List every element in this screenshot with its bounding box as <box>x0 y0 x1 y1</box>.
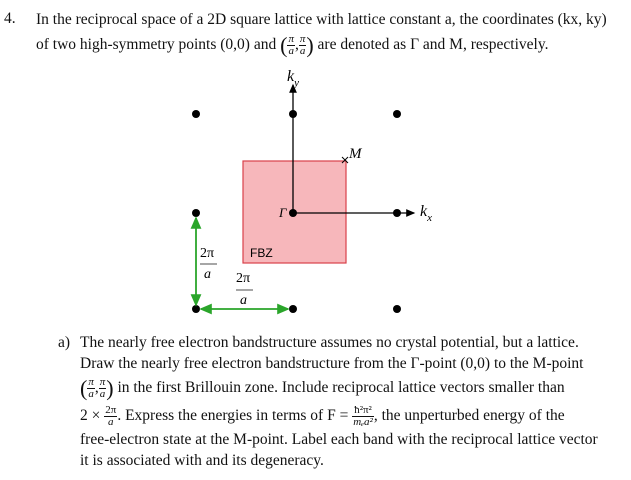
vertical-dimension-numerator: 2π <box>200 246 215 261</box>
part-a-line-2: Draw the nearly free electron bandstructure from the Γ-point (0,0) to the M-point <box>80 355 584 372</box>
question-line-2-end: are denoted as Γ and M, respectively. <box>317 36 549 54</box>
horizontal-dimension-denominator: a <box>240 293 247 308</box>
question-line-2: of two high-symmetry points (0,0) and ( $\frac{\pi}{a}$ , $\frac{\pi}{a}$ ) are denoted as Γ and M, respectively. <box>36 32 549 58</box>
ky-label: $k_y$ <box>287 68 299 89</box>
lattice-point <box>393 209 401 217</box>
gamma-point-label: Γ <box>279 205 287 220</box>
lattice-point <box>289 110 297 118</box>
part-a-line-3: ( $\frac{\pi}{a}$ , $\frac{\pi}{a}$ ) in the first Brillouin zone. Include reciprocal lattice vectors smaller than <box>80 375 565 401</box>
question-number: 4. <box>4 10 16 27</box>
part-a-line-4: 2 × $\frac{2\pi}{a}$ . Express the energies in terms of F = $\frac{\text{ħ²π²}}{\text{mₑa²}}$ , the unperturbed energy of the <box>80 404 565 428</box>
lattice-point <box>393 110 401 118</box>
part-a-line-1: The nearly free electron bandstructure assumes no crystal potential, but a lattice. <box>80 334 579 351</box>
horizontal-dimension-numerator: 2π <box>236 271 251 286</box>
lattice-point <box>393 305 401 313</box>
fbz-label: FBZ <box>250 246 273 260</box>
reciprocal-lattice-points <box>192 110 401 313</box>
lattice-point <box>289 209 297 217</box>
kx-label: $k_x$ <box>420 203 432 224</box>
lattice-point <box>289 305 297 313</box>
part-a-line-6: it is associated with and its degeneracy. <box>80 452 324 469</box>
lattice-point <box>192 209 200 217</box>
lattice-point <box>192 110 200 118</box>
vertical-dimension-denominator: a <box>204 267 211 282</box>
part-a-line-5: free-electron state at the M-point. Label each band with the reciprocal lattice vector <box>80 431 598 448</box>
part-a-label: a) <box>58 334 71 351</box>
lattice-point <box>192 305 200 313</box>
question-line-2-start: of two high-symmetry points (0,0) and <box>36 36 277 54</box>
part-a-line-3-text: in the first Brillouin zone. Include reciprocal lattice vectors smaller than <box>117 379 565 397</box>
m-point-label: M <box>349 146 362 162</box>
question-line-1: In the reciprocal space of a 2D square lattice with lattice constant a, the coordinates (kx, ky) <box>36 11 607 28</box>
